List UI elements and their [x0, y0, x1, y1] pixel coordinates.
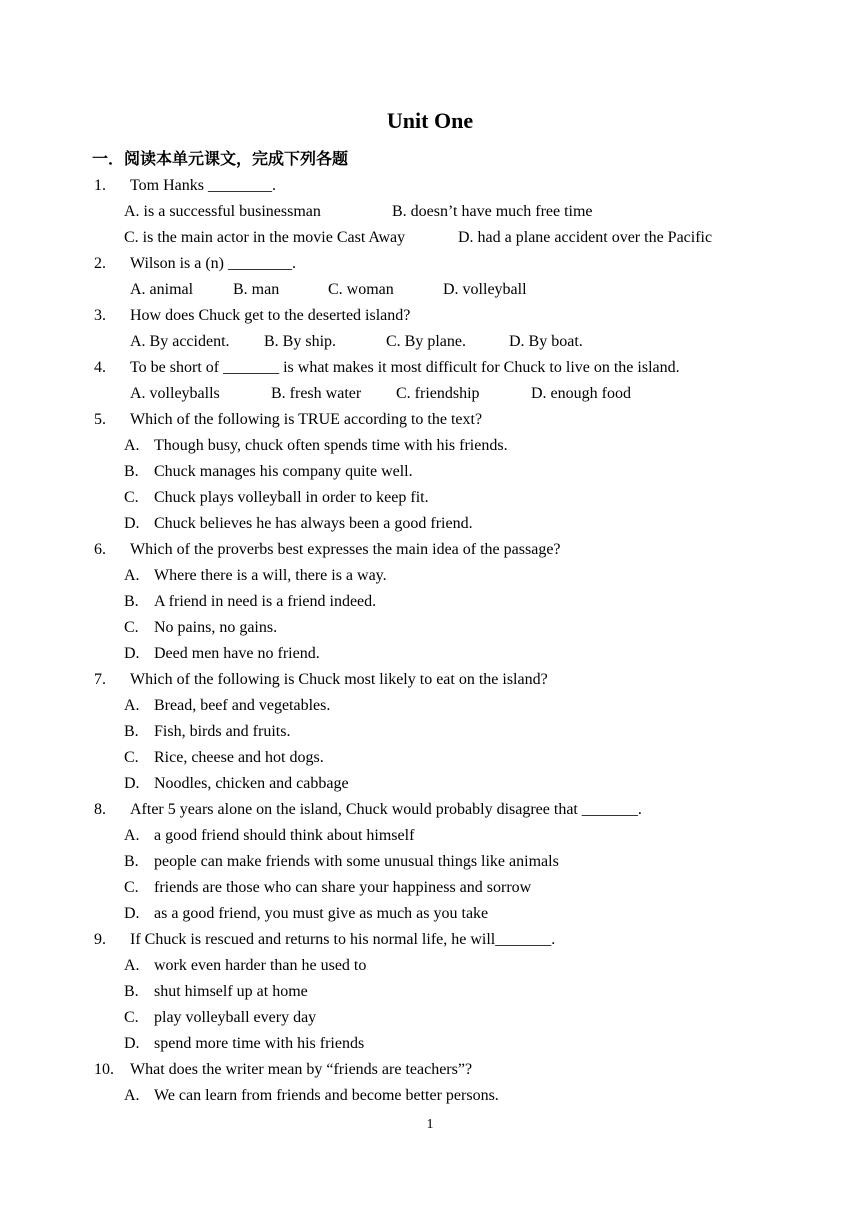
option: D. volleyball: [443, 281, 527, 298]
option-letter: D.: [124, 1035, 140, 1052]
option-letter: B.: [124, 463, 139, 480]
option-letter: C.: [124, 489, 139, 506]
question-text: To be short of _______ is what makes it most difficult for Chuck to live on the island.: [130, 359, 680, 376]
option: D. By boat.: [509, 333, 583, 350]
option-text: spend more time with his friends: [154, 1035, 365, 1052]
option-text: No pains, no gains.: [154, 619, 278, 636]
question-number: 1.: [94, 177, 106, 194]
option-text: Deed men have no friend.: [154, 645, 320, 662]
option-letter: C.: [124, 619, 139, 636]
option: B. man: [233, 281, 280, 298]
option-text: Chuck believes he has always been a good friend.: [154, 515, 473, 532]
option-text: Though busy, chuck often spends time with his friends.: [154, 437, 508, 454]
question-text: Which of the following is TRUE according to the text?: [130, 411, 483, 428]
option-letter: A.: [124, 957, 140, 974]
question-text: If Chuck is rescued and returns to his normal life, he will_______.: [130, 931, 556, 948]
option-letter: C.: [124, 749, 139, 766]
question-text: What does the writer mean by “friends are teachers”?: [130, 1061, 473, 1078]
option-letter: B.: [124, 593, 139, 610]
option-text: We can learn from friends and become better persons.: [154, 1087, 499, 1104]
option-letter: A.: [124, 697, 140, 714]
question-number: 6.: [94, 541, 106, 558]
option: B. fresh water: [271, 385, 362, 402]
question-number: 3.: [94, 307, 106, 324]
option-letter: A.: [124, 1087, 140, 1104]
option-letter: D.: [124, 775, 140, 792]
question-number: 4.: [94, 359, 106, 376]
option-text: Fish, birds and fruits.: [154, 723, 291, 740]
question-number: 9.: [94, 931, 106, 948]
option: D. had a plane accident over the Pacific: [458, 229, 713, 246]
question-text: Tom Hanks ________.: [130, 177, 276, 194]
option-text: play volleyball every day: [154, 1009, 317, 1026]
option: A. is a successful businessman: [124, 203, 321, 220]
option-text: people can make friends with some unusual things like animals: [154, 853, 559, 870]
question-number: 10.: [94, 1061, 114, 1078]
option-text: work even harder than he used to: [154, 957, 367, 974]
question-number: 5.: [94, 411, 106, 428]
option-text: Chuck manages his company quite well.: [154, 463, 413, 480]
option-letter: A.: [124, 567, 140, 584]
option-text: Noodles, chicken and cabbage: [154, 775, 349, 792]
option-text: Where there is a will, there is a way.: [154, 567, 387, 584]
option-letter: D.: [124, 515, 140, 532]
page-number: 1: [426, 1117, 434, 1132]
option: A. animal: [130, 281, 194, 298]
option-letter: B.: [124, 983, 139, 1000]
option-letter: C.: [124, 879, 139, 896]
question-text: How does Chuck get to the deserted island?: [130, 307, 411, 324]
question-text: Which of the proverbs best expresses the main idea of the passage?: [130, 541, 561, 558]
option: B. By ship.: [264, 333, 337, 350]
option-letter: A.: [124, 437, 140, 454]
option: C. By plane.: [386, 333, 466, 350]
option: D. enough food: [531, 385, 631, 402]
option-letter: D.: [124, 645, 140, 662]
option-text: Chuck plays volleyball in order to keep fit.: [154, 489, 429, 506]
page-title: Unit One: [386, 108, 474, 133]
question-number: 8.: [94, 801, 106, 818]
option-text: Bread, beef and vegetables.: [154, 697, 331, 714]
option-text: A friend in need is a friend indeed.: [154, 593, 377, 610]
section-heading: 一．阅读本单元课文，完成下列各题: [92, 149, 349, 168]
option-letter: D.: [124, 905, 140, 922]
option-text: a good friend should think about himself: [154, 827, 415, 844]
option: A. volleyballs: [130, 385, 220, 402]
option-text: Rice, cheese and hot dogs.: [154, 749, 324, 766]
option: B. doesn’t have much free time: [392, 203, 593, 220]
option-text: friends are those who can share your happiness and sorrow: [154, 879, 532, 896]
question-text: After 5 years alone on the island, Chuck would probably disagree that _______.: [130, 801, 642, 818]
option: C. is the main actor in the movie Cast Away: [124, 229, 406, 246]
question-number: 2.: [94, 255, 106, 272]
option-text: shut himself up at home: [154, 983, 308, 1000]
option: A. By accident.: [130, 333, 230, 350]
question-text: Wilson is a (n) ________.: [130, 255, 297, 272]
option-letter: A.: [124, 827, 140, 844]
option-letter: C.: [124, 1009, 139, 1026]
option: C. friendship: [396, 385, 480, 402]
option-letter: B.: [124, 723, 139, 740]
question-number: 7.: [94, 671, 106, 688]
question-text: Which of the following is Chuck most likely to eat on the island?: [130, 671, 548, 688]
option-letter: B.: [124, 853, 139, 870]
option-text: as a good friend, you must give as much as you take: [154, 905, 489, 922]
option: C. woman: [328, 281, 394, 298]
